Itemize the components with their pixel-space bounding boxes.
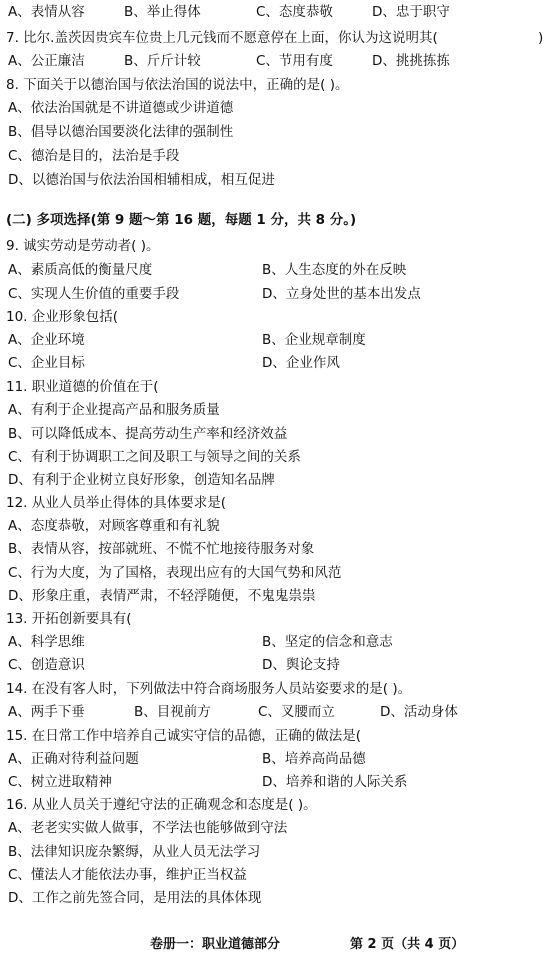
q15-options-cd (0, 774, 553, 796)
q14-option-c: C、叉腰而立 (258, 704, 335, 720)
q16-stem-line (0, 797, 553, 819)
q12-option-b-line (0, 541, 553, 563)
q16-stem: 16. 从业人员关于遵纪守法的正确观念和态度是( )。 (6, 797, 317, 813)
q11-option-d: D、有利于企业树立良好形象，创造知名品牌 (8, 472, 275, 488)
q13-option-d: D、舆论支持 (262, 657, 340, 673)
q11-stem: 11. 职业道德的价值在于( (6, 379, 159, 395)
q11-option-d-line (0, 472, 553, 494)
q6-option-a: A、表情从容 (8, 4, 85, 20)
q11-option-c: C、有利于协调职工之间及职工与领导之间的关系 (8, 449, 301, 465)
q14-stem-line (0, 681, 553, 703)
q10-option-c: C、企业目标 (8, 355, 85, 371)
q9-stem-line (0, 238, 553, 260)
q16-option-d: D、工作之前先签合同，是用法的具体体现 (8, 890, 262, 906)
q8-stem-line (0, 77, 553, 99)
q7-stem: 7. 比尔.盖茨因贵宾车位贵上几元钱而不愿意停在上面，你认为这说明其( (6, 30, 438, 46)
q10-options-ab (0, 332, 553, 354)
q13-options-cd (0, 657, 553, 679)
q12-stem: 12. 从业人员举止得体的具体要求是( (6, 495, 227, 511)
q13-options-ab (0, 634, 553, 656)
q13-option-c: C、创造意识 (8, 657, 85, 673)
q14-option-d: D、活动身体 (380, 704, 458, 720)
q16-option-b-line (0, 844, 553, 866)
q6-option-b: B、举止得体 (124, 4, 201, 20)
q16-option-a: A、老老实实做人做事，不学法也能够做到守法 (8, 820, 288, 836)
q8-option-c-line (0, 148, 553, 170)
q9-stem: 9. 诚实劳动是劳动者( )。 (6, 238, 160, 254)
q13-stem-line (0, 611, 553, 633)
q15-option-d: D、培养和谐的人际关系 (262, 774, 408, 790)
q8-option-c: C、德治是目的，法治是手段 (8, 148, 180, 164)
q7-option-c: C、节用有度 (256, 53, 333, 69)
q9-options-ab (0, 262, 553, 284)
q16-option-d-line (0, 890, 553, 912)
q7-option-a: A、公正廉洁 (8, 53, 85, 69)
q12-option-c: C、行为大度，为了国格，表现出应有的大国气势和风范 (8, 565, 342, 581)
q10-option-b: B、企业规章制度 (262, 332, 366, 348)
q9-options-cd (0, 286, 553, 308)
q15-stem: 15. 在日常工作中培养自己诚实守信的品德，正确的做法是( (6, 728, 362, 744)
footer-volume: 卷册一：职业道德部分 (150, 937, 281, 952)
q15-stem-line (0, 728, 553, 750)
q9-option-b: B、人生态度的外在反映 (262, 262, 407, 278)
q11-option-c-line (0, 449, 553, 471)
q10-stem: 10. 企业形象包括( (6, 309, 119, 325)
q8-option-b: B、倡导以德治国要淡化法律的强制性 (8, 124, 234, 140)
q16-option-c: C、懂法人才能依法办事，维护正当权益 (8, 867, 247, 883)
q14-options (0, 704, 553, 726)
q10-options-cd (0, 355, 553, 377)
q14-option-b: B、目视前方 (134, 704, 211, 720)
q11-option-a-line (0, 402, 553, 424)
q13-option-a: A、科学思维 (8, 634, 85, 650)
q7-option-d: D、挑挑拣拣 (372, 53, 450, 69)
q10-stem-line (0, 309, 553, 331)
page-footer (0, 936, 553, 956)
q6-option-d: D、忠于职守 (372, 4, 450, 20)
q11-option-b: B、可以降低成本、提高劳动生产率和经济效益 (8, 426, 288, 442)
q12-option-d: D、形象庄重，表情严肃，不轻浮随便，不鬼鬼祟祟 (8, 588, 316, 604)
section-heading-line (0, 212, 553, 234)
q14-option-a: A、两手下垂 (8, 704, 85, 720)
q10-option-a: A、企业环境 (8, 332, 85, 348)
q15-option-c: C、树立进取精神 (8, 774, 112, 790)
q8-stem: 8. 下面关于以德治国与依法治国的说法中，正确的是( )。 (6, 77, 349, 93)
q6-options (0, 4, 553, 26)
q13-option-b: B、坚定的信念和意志 (262, 634, 393, 650)
q15-options-ab (0, 751, 553, 773)
q6-option-c: C、态度恭敬 (256, 4, 333, 20)
q8-option-b-line (0, 124, 553, 146)
q9-option-d: D、立身处世的基本出发点 (262, 286, 421, 302)
q13-stem: 13. 开拓创新要具有( (6, 611, 132, 627)
q16-option-b: B、法律知识庞杂繁缛，从业人员无法学习 (8, 844, 261, 860)
q8-option-d-line (0, 172, 553, 194)
q8-option-a: A、依法治国就是不讲道德或少讲道德 (8, 100, 234, 116)
q10-option-d: D、企业作风 (262, 355, 340, 371)
q9-option-c: C、实现人生价值的重要手段 (8, 286, 180, 302)
q12-option-a: A、态度恭敬，对顾客尊重和有礼貌 (8, 518, 220, 534)
q8-option-a-line (0, 100, 553, 122)
q7-stem-end: ) (538, 30, 544, 46)
q14-stem: 14. 在没有客人时，下列做法中符合商场服务人员站姿要求的是( )。 (6, 681, 412, 697)
q7-stem-line (0, 30, 553, 52)
q12-option-b: B、表情从容，按部就班、不慌不忙地接待服务对象 (8, 541, 315, 557)
q15-option-a: A、正确对待利益问题 (8, 751, 139, 767)
q12-option-a-line (0, 518, 553, 540)
q7-options (0, 53, 553, 75)
q8-option-d: D、以德治国与依法治国相辅相成，相互促进 (8, 172, 275, 188)
q11-stem-line (0, 379, 553, 401)
q11-option-a: A、有利于企业提高产品和服务质量 (8, 402, 220, 418)
q12-stem-line (0, 495, 553, 517)
q9-option-a: A、素质高低的衡量尺度 (8, 262, 153, 278)
q15-option-b: B、培养高尚品德 (262, 751, 366, 767)
q16-option-c-line (0, 867, 553, 889)
q7-option-b: B、斤斤计较 (124, 53, 201, 69)
q16-option-a-line (0, 820, 553, 842)
footer-page-number: 第 2 页（共 4 页） (350, 937, 465, 952)
q11-option-b-line (0, 426, 553, 448)
q12-option-c-line (0, 565, 553, 587)
section-heading: (二) 多项选择(第 9 题～第 16 题，每题 1 分，共 8 分。) (6, 212, 357, 228)
q12-option-d-line (0, 588, 553, 610)
